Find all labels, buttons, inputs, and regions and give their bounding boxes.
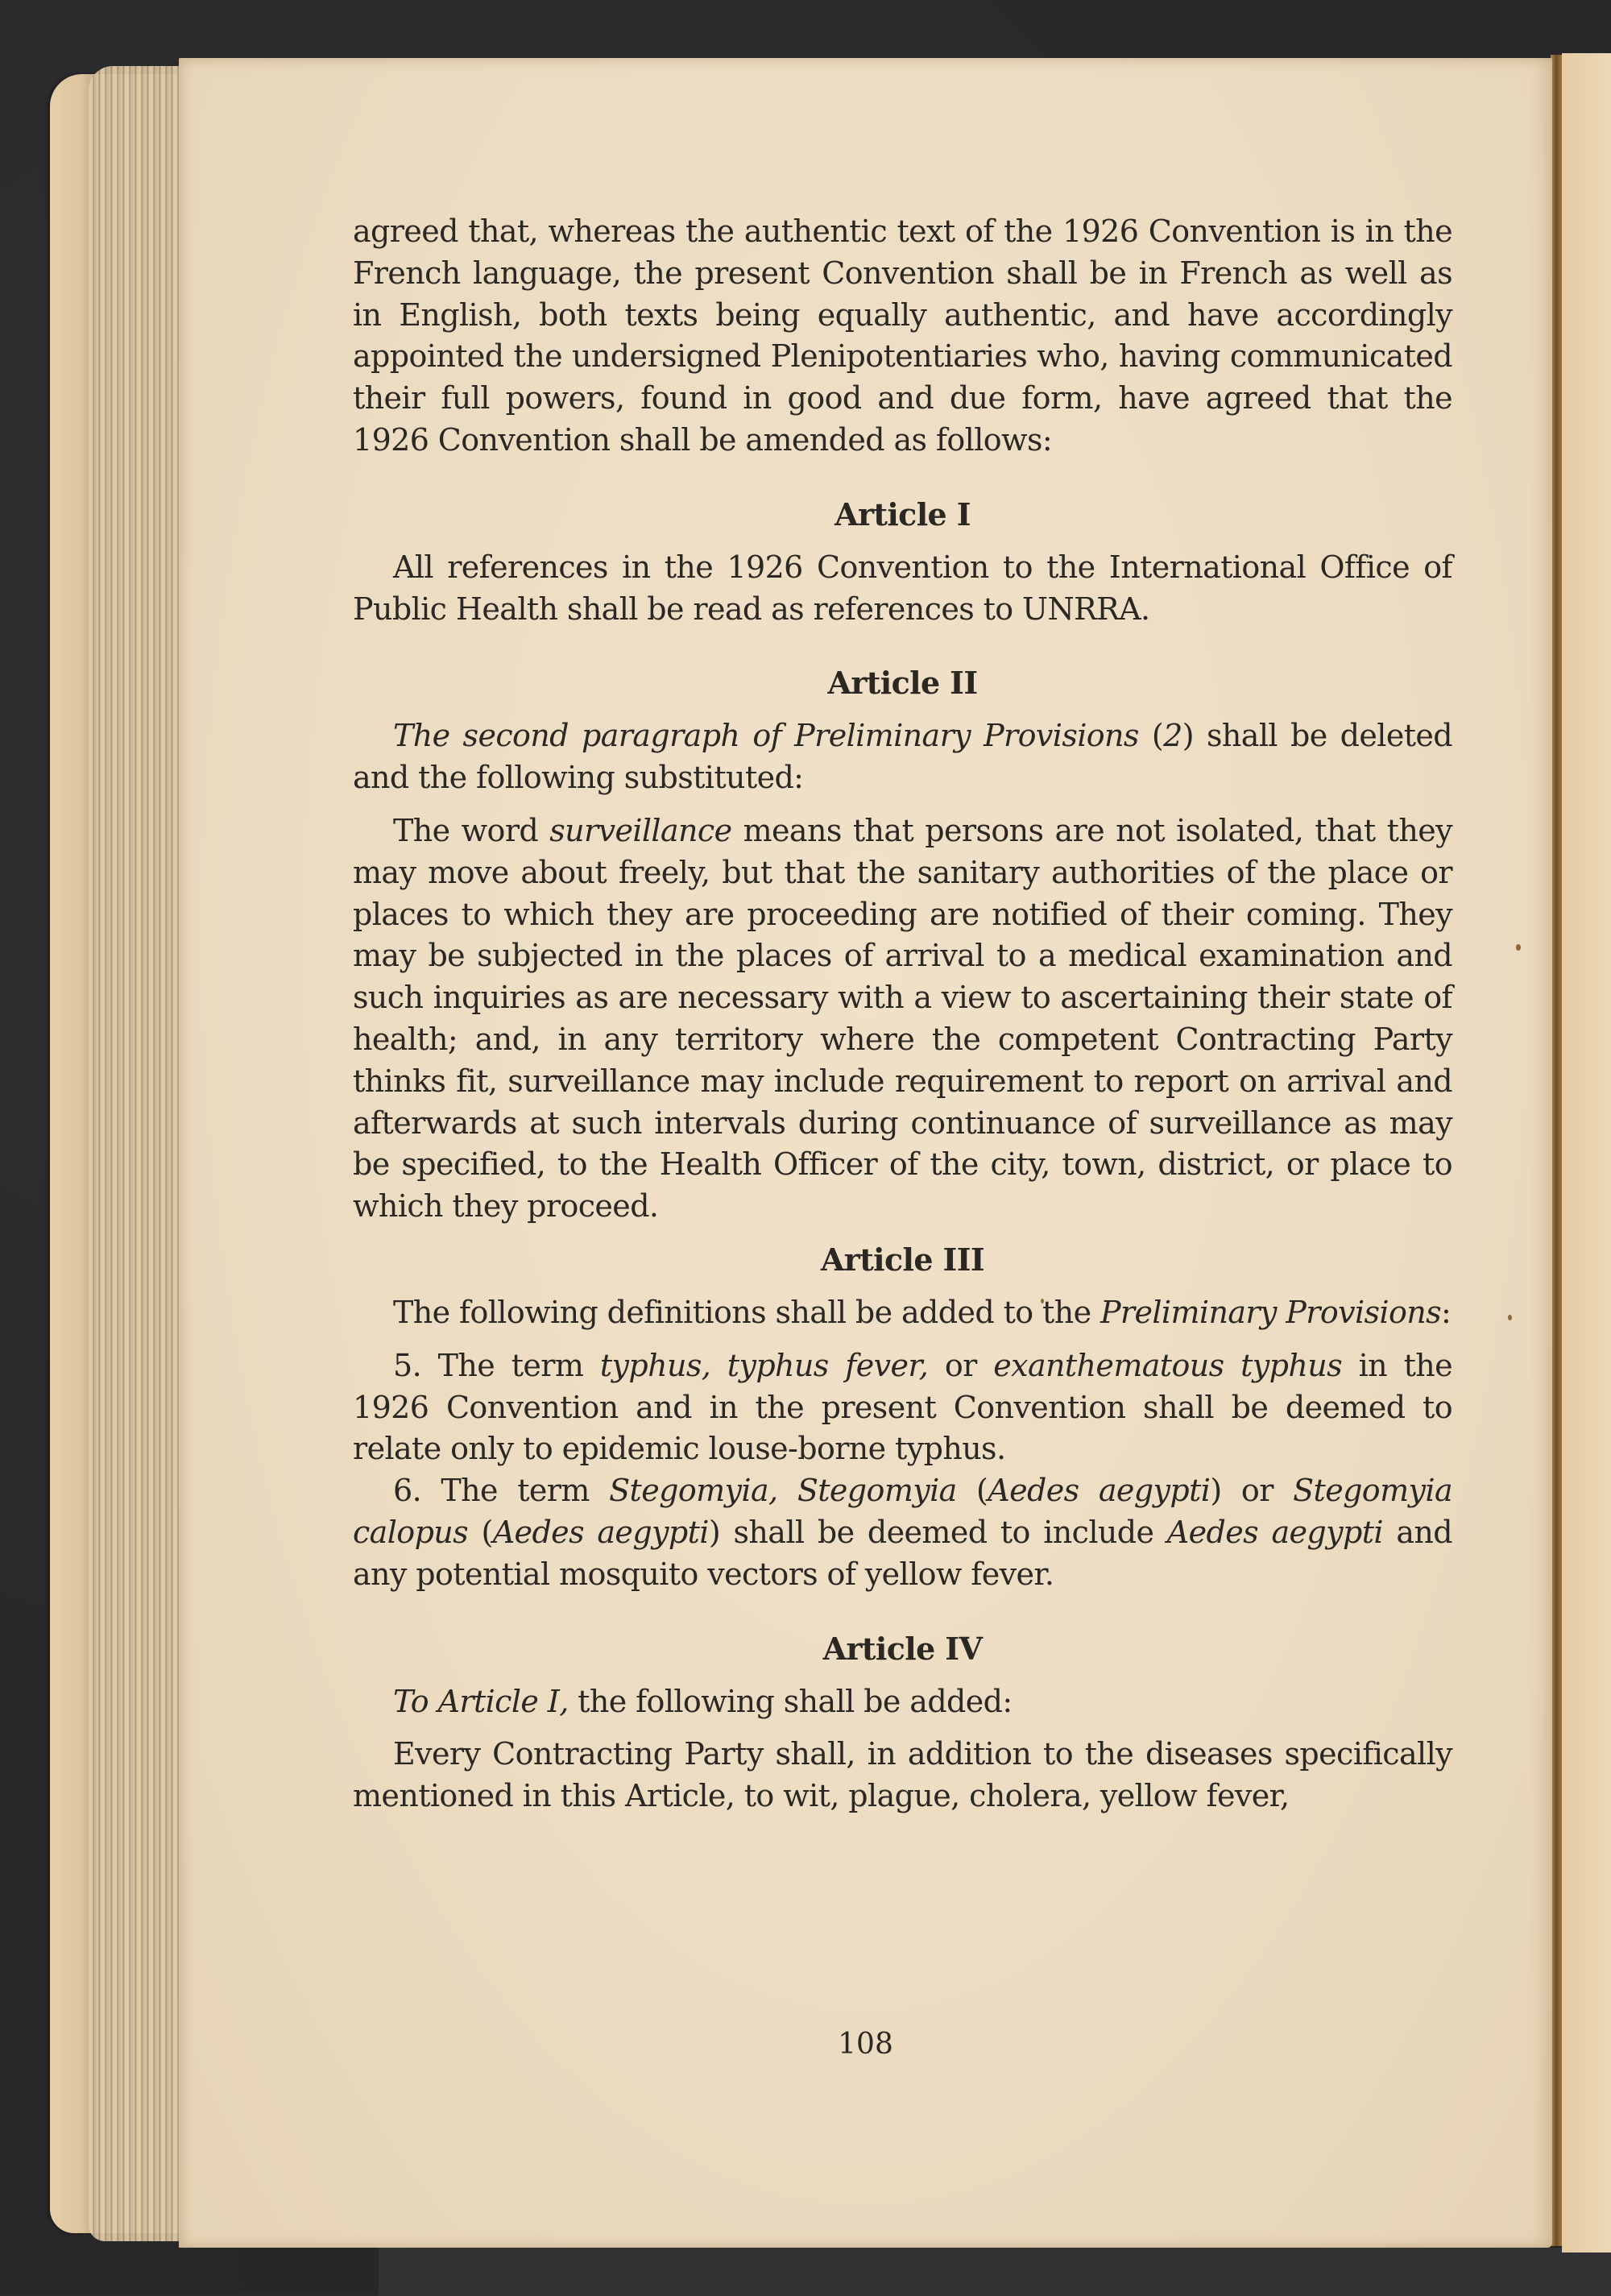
article-3-intro [353,1292,1452,1334]
definition-lead: The word [393,812,550,848]
article-2-intro-italic: The second paragraph of Preliminary Provisions [393,718,1139,754]
item-6-rest: and any potential mosquito vectors of yellow fever. [353,1514,1453,1592]
article-2-intro: The second paragraph of Preliminary Provisions (2) shall be deleted and the following substituted: [353,718,1452,796]
page-number: 108 [838,2028,893,2061]
document-body [353,211,1452,1817]
scan-background-lower [379,2248,1611,2296]
item-5-rest: in the 1926 Convention and in the present Convention shall be deemed to relate only to epidemic louse-borne typhus. [353,1347,1453,1467]
item-6-paren: ) shall be deemed to include [708,1514,1167,1550]
item-6-paren: ( [468,1514,493,1550]
article-3-heading: Article III [820,1241,985,1278]
definition-text: means that persons are not isolated, that they may move about freely, but that the sanitary authorities of the place or places to which they are proceeding are notified of their coming. They may be subjected in the places of arrival to a medical examination and such inquiries as are necessary with a view to ascertaining their state of health; and, in any territory where the competent Contracting Party thinks fit, surveillance may include requirement to report on arrival and afterwards at such intervals during continuance of surveillance as may be specified, to the Health Officer of the city, town, district, or place to which they proceed. [353,812,1452,1225]
paper-speck [1508,1315,1512,1320]
item-6-paren: ( [956,1473,988,1509]
article-3-intro-italic: Preliminary Provisions [1100,1294,1442,1330]
intro-paragraph: agreed that, whereas the authentic text of the 1926 Convention is in the French language, the present Convention shall be in French as well as in English, both texts being equally authentic, and have accordingly appointed the undersigned Plenipotentiaries who, having communicated their full powers, found in good and due form, have agreed that the 1926 Convention shall be amended as follows: [353,213,1452,458]
item-5-mid: or [928,1347,994,1383]
article-2-intro-ref: 2 [1163,718,1182,754]
item-6-term-5: Aedes aegypti [1166,1514,1383,1550]
article-3-intro-lead: The following definitions shall be added to the [393,1294,1100,1330]
definition-item-5 [353,1345,1452,1470]
article-1-body: All references in the 1926 Convention to the International Office of Public Health shall be read as references to UNRRA. [353,549,1452,627]
item-6-term-2: Aedes aegypti [988,1473,1211,1509]
article-4-intro-rest: the following shall be added: [568,1683,1013,1719]
item-5-term-1: typhus, typhus fever, [599,1347,929,1383]
item-6-term-3: Stegomyia calopus [353,1473,1452,1550]
article-4-intro [353,1681,1452,1723]
item-6-lead: 6. The term [393,1473,610,1509]
article-4-heading: Article IV [822,1630,983,1667]
definition-term: surveillance [549,812,732,848]
definition-item-6 [353,1470,1452,1595]
item-5-lead: 5. The term [393,1347,600,1383]
article-3-intro-end: : [1441,1294,1452,1330]
book-page-stack [89,66,185,2241]
article-2-definition [353,810,1452,1228]
article-2-intro-rest: shall be deleted and the following substituted: [353,718,1452,796]
item-6-term-4: Aedes aegypti [492,1514,709,1550]
item-5-term-2: exanthematous typhus [993,1347,1343,1383]
article-4-body: Every Contracting Party shall, in addition to the diseases specifically mentioned in this Article, to wit, plague, cholera, yellow fever, [353,1736,1452,1814]
article-1-heading: Article I [834,495,971,533]
article-2-heading: Article II [827,665,978,702]
article-4-intro-italic: To Article I, [393,1683,569,1719]
facing-page-edge [1562,53,1611,2252]
paper-speck [1516,944,1521,951]
item-6-term-1: Stegomyia, Stegomyia [609,1473,957,1509]
item-6-paren: ) or [1210,1473,1294,1509]
book-gutter [1551,55,1562,2246]
